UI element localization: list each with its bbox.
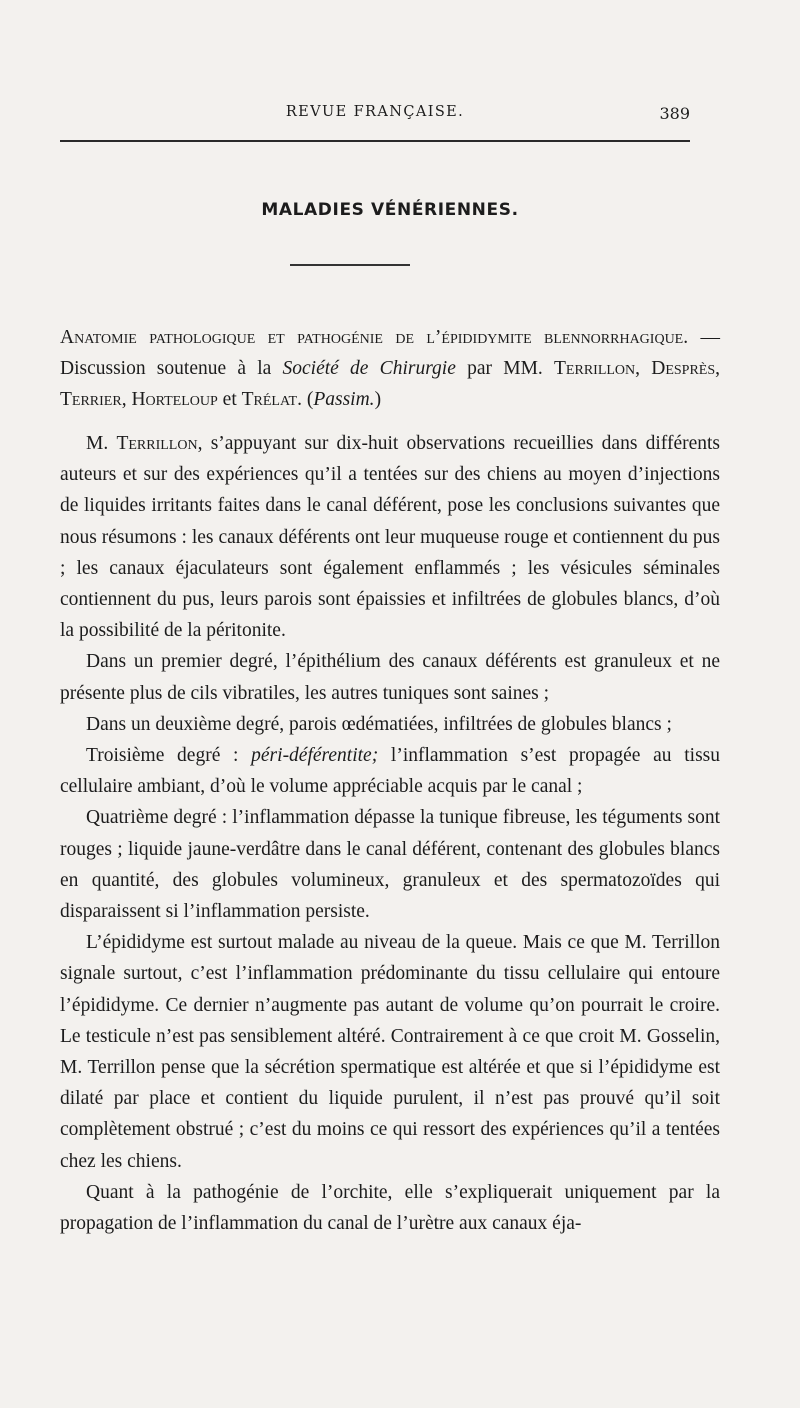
running-title: REVUE FRANÇAISE. [285,104,465,120]
heading-text: — Discussion soutenue à la [60,327,720,379]
page-number: 389 [659,104,690,123]
section-title: MALADIES VÉNÉRIENNES. [261,200,519,220]
paragraph [60,740,720,802]
article-heading [60,322,720,415]
heading-text: ) [374,389,382,410]
author-name: Trélat [241,389,298,410]
paragraph: Dans un premier degré, l’épithélium des canaux déférents est granuleux et ne présente plus de cils vibratiles, les autres tuniques sont saines ; [60,651,720,704]
heading-text: . ( [297,389,314,410]
italic-term: péri-déférentite; [251,745,379,767]
paragraph: L’épididyme est surtout malade au niveau de la queue. Mais ce que M. Terrillon signale surtout, c’est l’inflammation prédominante du tissu cellulaire qui entoure l’épididyme. Ce dernier n’augmente pas autant de volume qu’on pourrait le croire. Le testicule n’est pas sensiblement altéré. Contrairement à ce que croit M. Gosselin, M. Terrillon pense que la sécrétion spermatique est altérée et que si l’épididyme est dilaté par place et contient du liquide purulent, il n’est pas prouvé qu’il soit complètement obstrué ; c’est du moins ce qui ressort des expériences qu’il a tentées chez les chiens. [60,932,720,1172]
paragraph-text: Troisième degré : [86,745,252,767]
paragraph: Quant à la pathogénie de l’orchite, elle s’expliquerait uniquement par la propagation de l’inflammation du canal de l’urètre aux canaux éja- [60,1181,720,1235]
heading-text: par MM. [455,358,555,379]
society-name: Société de Chirurgie [282,358,456,379]
header-rule [60,140,690,142]
paragraph [60,428,720,646]
title-rule [290,264,410,266]
paragraph: Quatrième degré : l’inflammation dépasse la tunique fibreuse, les téguments sont rouges ; liquide jaune-verdâtre dans le canal déférent, contenant des globules blancs en quantité, des globules volumineux, granuleux et des spermatozoïdes qui disparaissent si l’inflammation persiste. [60,807,720,923]
paragraph-text: l’inflammation s’est propagée au tissu cellulaire ambiant, d’où le volume appréciable acquis par le canal ; [60,745,720,798]
paragraph-text: , s’appuyant sur dix-huit observations recueillies dans différents auteurs et sur des expériences qu’il a tentées sur des chiens au moyen d’injections de liquides irritants faites dans le canal déférent, pose les conclusions suivantes que nous résumons : les canaux déférents ont leur muqueuse rouge et contiennent du pus ; les canaux éjaculateurs sont également enflammés ; les vésicules séminales contiennent du pus, leurs parois sont épaissies et infiltrées de globules blancs, d’où la possibilité de la péritonite. [60,433,721,642]
heading-text: et [217,389,242,410]
page-header [60,104,690,128]
paragraph-text: M. [86,433,117,454]
article-body [60,428,720,1239]
paragraph: Dans un deuxième degré, parois œdématiées, infiltrées de globules blancs ; [86,713,672,735]
author-name: Terrillon [116,433,198,454]
article-title: Anatomie pathologique et pathogénie de l’épididymite blennorrhagique. [60,327,689,348]
author-names: Terrillon, Desprès, Terrier, Horteloup [60,358,720,410]
passim-note: Passim. [313,389,375,410]
